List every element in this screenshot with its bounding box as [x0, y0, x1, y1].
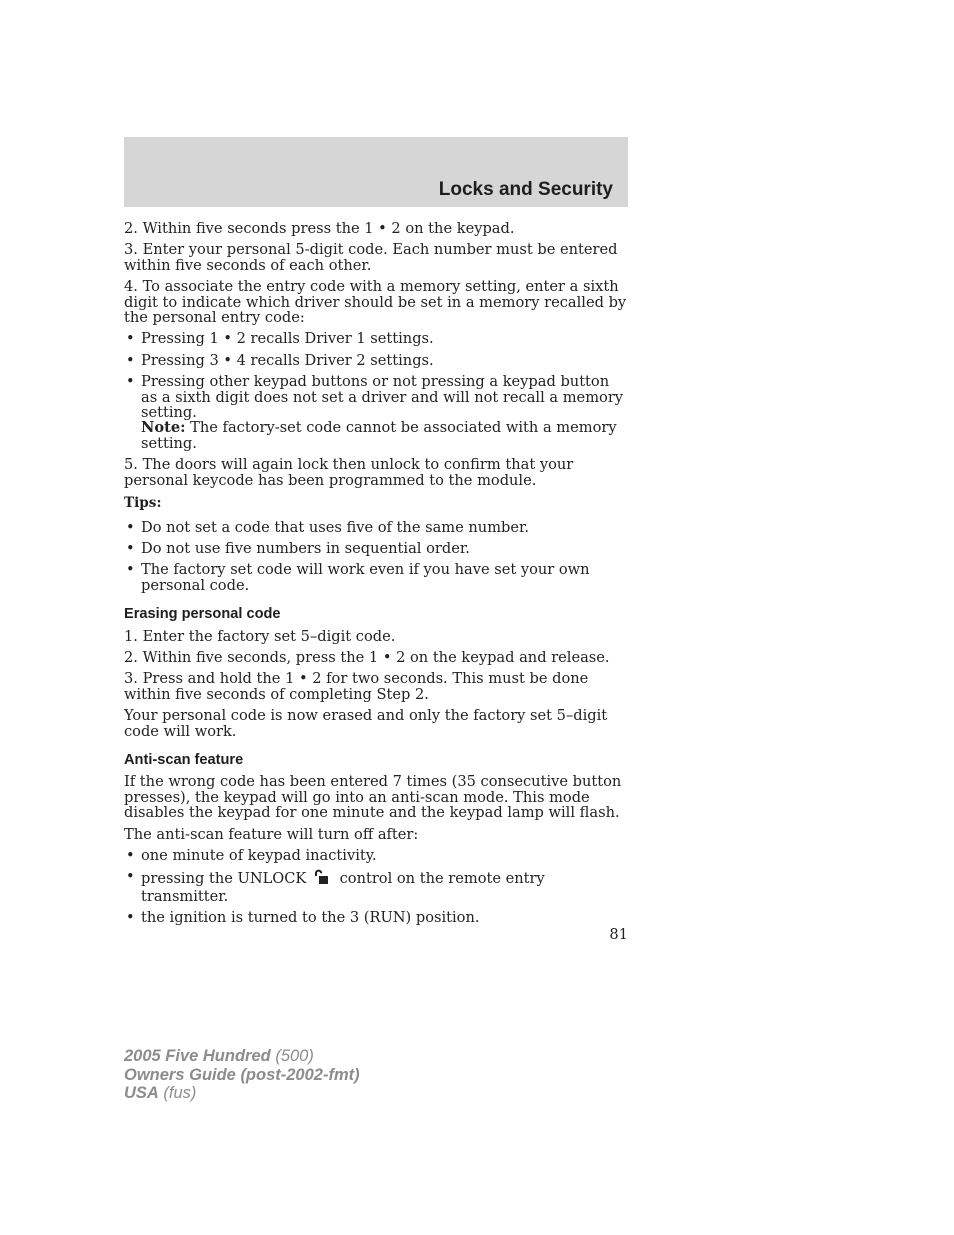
step-4: 4. To associate the entry code with a memory setting, enter a sixth digit to indicate which driver should be set in a memory recalled by the personal entry code:	[124, 278, 627, 327]
step-2: 2. Within five seconds press the 1 • 2 on the keypad.	[124, 220, 515, 237]
footer-line-1: 2005 Five Hundred (500)	[124, 1047, 314, 1065]
antiscan-para-2: The anti-scan feature will turn off after:	[124, 825, 419, 843]
list-item: • Pressing 1 • 2 recalls Driver 1 settings.	[124, 331, 628, 346]
list-item: • Do not set a code that uses five of the same number.	[124, 520, 628, 535]
page-content	[124, 221, 628, 932]
tips-label: Tips:	[124, 495, 162, 512]
section-header	[124, 137, 628, 207]
erasing-step-3: 3. Press and hold the 1 • 2 for two seconds. This must be done within five seconds of completing Step 2.	[124, 670, 589, 703]
list-item: • pressing the UNLOCK control on the remote entry transmitter.	[124, 869, 628, 904]
erasing-step-2: 2. Within five seconds, press the 1 • 2 on the keypad and release.	[124, 648, 610, 666]
memory-bullet-list	[124, 331, 628, 451]
footer-line-3: USA (fus)	[124, 1084, 197, 1102]
page-number: 81	[609, 926, 628, 943]
note-text: The factory-set code cannot be associated with a memory setting.	[141, 419, 617, 452]
erasing-step-1: 1. Enter the factory set 5–digit code.	[124, 627, 396, 645]
list-item: • Pressing other keypad buttons or not pressing a keypad button as a sixth digit does not set a driver and will not recall a memory setting. Note: The factory-set code cannot be associated with a memory setting.	[124, 374, 628, 451]
antiscan-heading: Anti-scan feature	[124, 751, 244, 768]
footer-line-2: Owners Guide (post-2002-fmt)	[124, 1065, 360, 1084]
list-item: • The factory set code will work even if you have set your own personal code.	[124, 562, 628, 593]
section-title: Locks and Security	[438, 179, 613, 200]
step-5: 5. The doors will again lock then unlock to confirm that your personal keycode has been programmed to the module.	[124, 456, 574, 489]
list-item: • Do not use five numbers in sequential order.	[124, 541, 628, 556]
step-3: 3. Enter your personal 5-digit code. Each number must be entered within five seconds of each other.	[124, 241, 618, 274]
document-footer	[124, 1047, 360, 1103]
list-item: • one minute of keypad inactivity.	[124, 848, 628, 863]
erasing-heading: Erasing personal code	[124, 606, 281, 623]
antiscan-list	[124, 848, 628, 926]
note-label: Note:	[141, 419, 186, 437]
unlock-icon	[313, 869, 329, 888]
antiscan-para-1: If the wrong code has been entered 7 times (35 consecutive button presses), the keypad will go into an anti-scan mode. This mode disables the keypad for one minute and the keypad lamp will flash.	[124, 773, 622, 822]
erasing-result: Your personal code is now erased and only the factory set 5–digit code will work.	[124, 707, 608, 740]
list-item: • the ignition is turned to the 3 (RUN) position.	[124, 910, 628, 925]
tips-list	[124, 520, 628, 594]
list-item: • Pressing 3 • 4 recalls Driver 2 settings.	[124, 353, 628, 368]
